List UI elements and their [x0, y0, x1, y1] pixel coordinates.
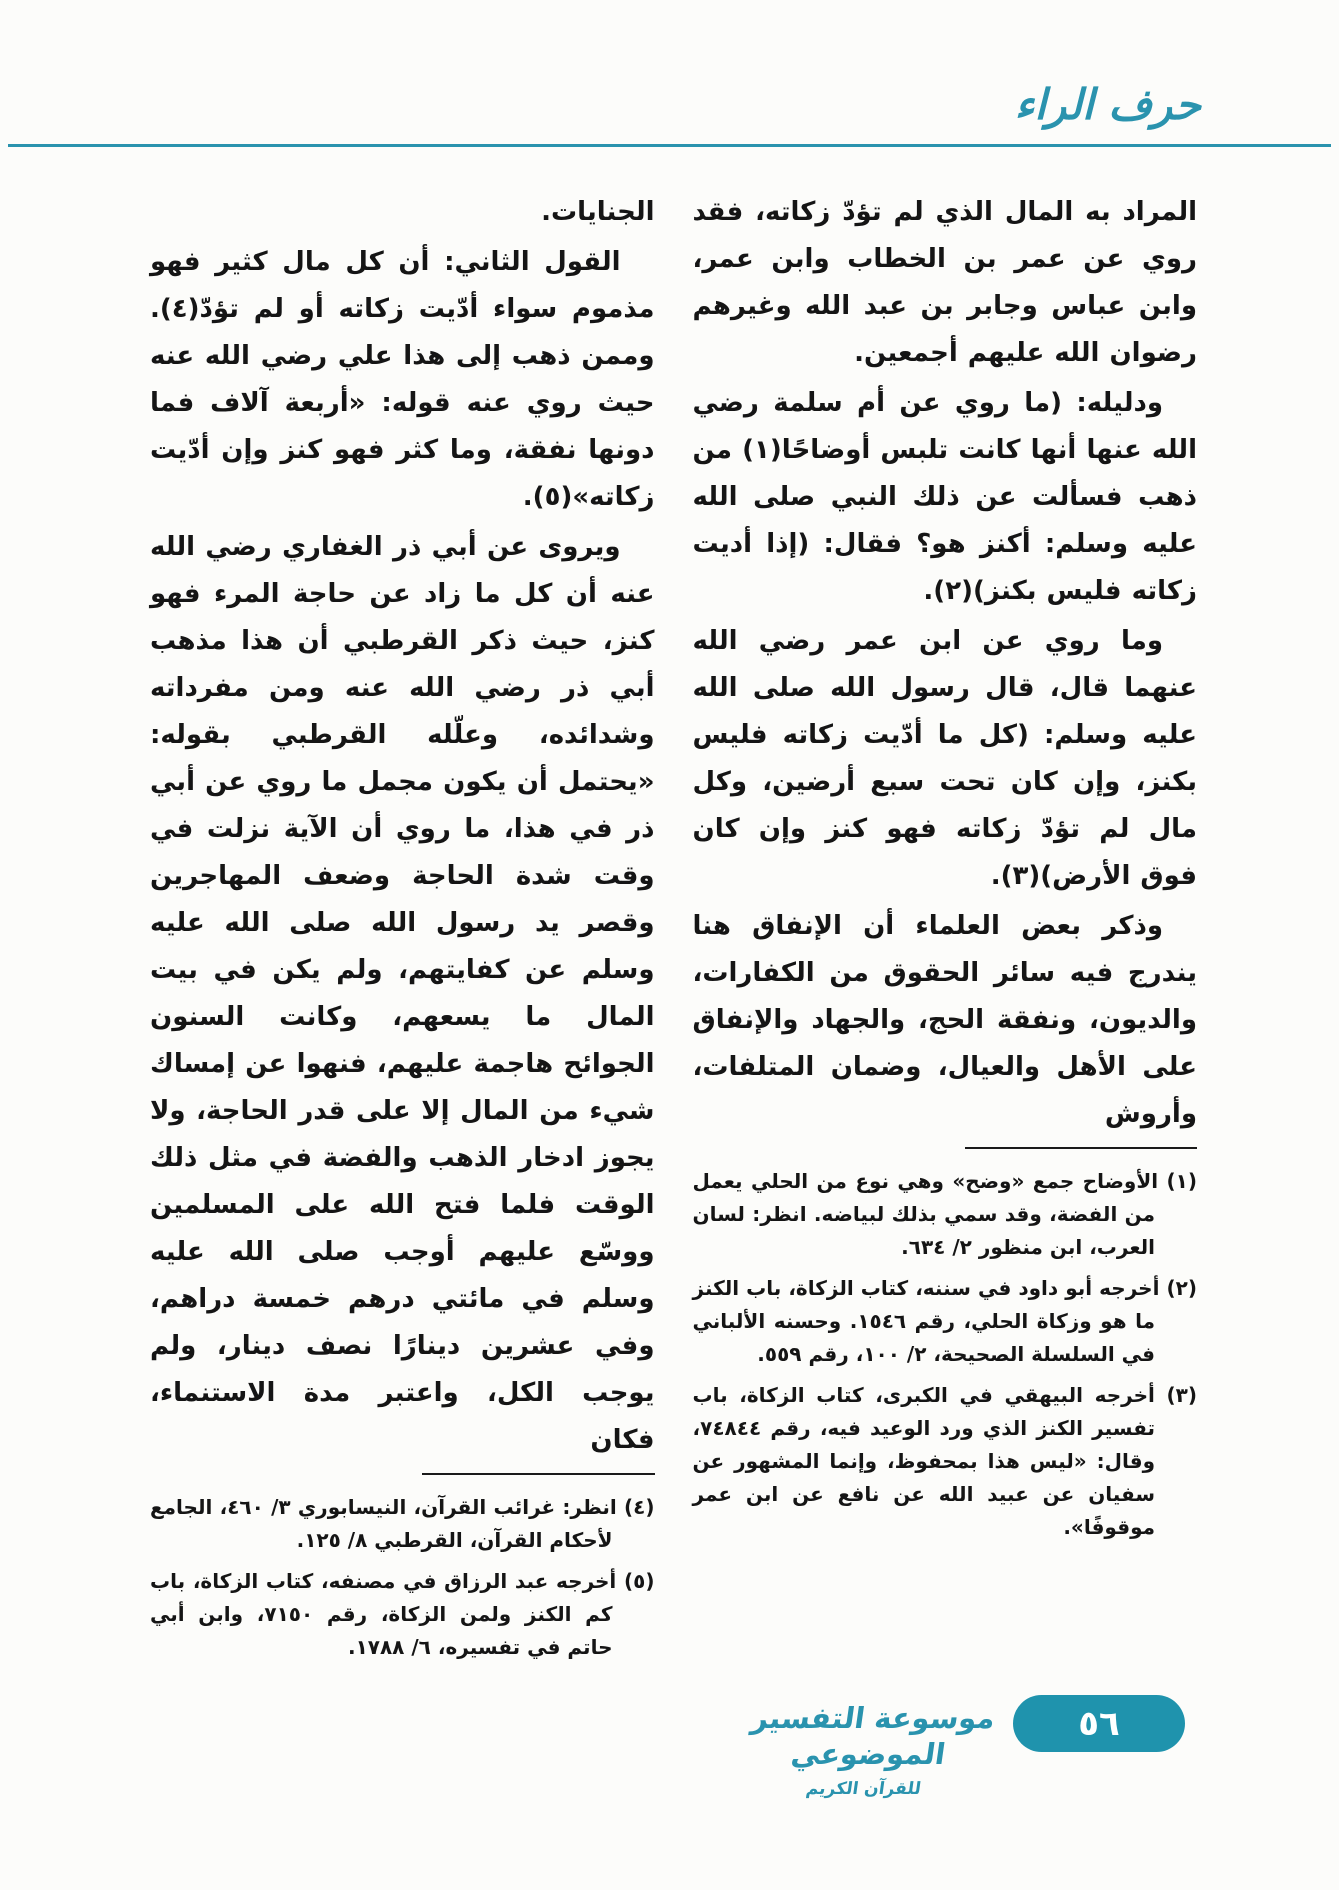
- footnote-divider: [965, 1147, 1197, 1149]
- paragraph: ودليله: (ما روي عن أم سلمة رضي الله عنها أنها كانت تلبس أوضاحًا(١) من ذهب فسألت عن ذلك النبي صلى الله عليه وسلم: أكنز هو؟ فقال: (إذا أديت زكاته فليس بكنز)(٢).: [692, 388, 1197, 606]
- right-column-footnotes: [693, 1141, 1198, 1552]
- paragraph: القول الثاني: أن كل مال كثير فهو مذموم سواء أدّيت زكاته أو لم تؤدّ(٤). وممن ذهب إلى هذا علي رضي الله عنه حيث روي عنه قوله: «أربعة آلاف فما دونها نفقة، وما كثر فهو كنز وإن أدّيت زكاته»(٥).: [150, 247, 655, 512]
- page-number-badge: [1013, 1695, 1185, 1752]
- paragraph: وما روي عن ابن عمر رضي الله عنهما قال، قال رسول الله صلى الله عليه وسلم: (كل ما أدّيت زكاته فليس بكنز، وإن كان تحت سبع أرضين، وكل مال لم تؤدّ زكاته فهو كنز وإن كان فوق الأرض)(٣).: [692, 626, 1197, 891]
- footnote: (١) الأوضاح جمع «وضح» وهي نوع من الحلي يعمل من الفضة، وقد سمي بذلك لبياضه. انظر: لسان العرب، ابن منظور ٢/ ٦٣٤.: [692, 1169, 1197, 1259]
- paragraph: المراد به المال الذي لم تؤدّ زكاته، فقد روي عن عمر بن الخطاب وابن عمر، وابن عباس وجابر بن عبد الله وغيرهم رضوان الله عليهم أجمعين.: [692, 197, 1197, 368]
- left-column-footnotes: [150, 1467, 655, 1672]
- page-header: [0, 0, 1339, 147]
- page-number: ٥٦: [1078, 1703, 1120, 1744]
- left-column: [150, 189, 655, 1659]
- footnote: (٥) أخرجه عبد الرزاق في مصنفه، كتاب الزكاة، باب كم الكنز ولمن الزكاة، رقم ٧١٥٠، وابن أبي حاتم في تفسيره، ٦/ ١٧٨٨.: [150, 1569, 655, 1659]
- footnote: (٤) انظر: غرائب القرآن، النيسابوري ٣/ ٤٦٠، الجامع لأحكام القرآن، القرطبي ٨/ ١٢٥.: [150, 1495, 655, 1552]
- publisher-logo: [732, 1700, 1006, 1799]
- right-column: [693, 189, 1198, 1547]
- footnote: (٢) أخرجه أبو داود في سننه، كتاب الزكاة، باب الكنز ما هو وزكاة الحلي، رقم ١٥٤٦. وحسنه الألباني في السلسلة الصحيحة، ٢/ ١٠٠، رقم ٥٥٩.: [692, 1276, 1197, 1366]
- chapter-heading: حرف الراء: [1014, 80, 1201, 129]
- paragraph: ويروى عن أبي ذر الغفاري رضي الله عنه أن كل ما زاد عن حاجة المرء فهو كنز، حيث ذكر القرطبي أن هذا مذهب أبي ذر رضي الله عنه ومن مفرداته وشدائده، وعلّله القرطبي بقوله: «يحتمل أن يكون مجمل ما روي عن أبي ذر في هذا، ما روي أن الآية نزلت في وقت شدة الحاجة وضعف المهاجرين وقصر يد رسول الله صلى الله عليه وسلم عن كفايتهم، ولم يكن في بيت المال ما يسعهم، وكانت السنون الجوائح هاجمة عليهم، فنهوا عن إمساك شيء من المال إلا على قدر الحاجة، ولا يجوز ادخار الذهب والفضة في مثل ذلك الوقت فلما فتح الله على المسلمين ووسّع عليهم أوجب صلى الله عليه وسلم في مائتي درهم خمسة دراهم، وفي عشرين دينارًا نصف دينار، ولم يوجب الكل، واعتبر مدة الاستنماء، فكان: [150, 532, 655, 1455]
- publisher-logo-subtitle: للقرآن الكريم: [804, 1778, 923, 1798]
- publisher-logo-title: موسوعة التفسير الموضوعي: [749, 1700, 998, 1771]
- footnote-divider: [422, 1473, 654, 1475]
- footnote: (٣) أخرجه البيهقي في الكبرى، كتاب الزكاة، باب تفسير الكنز الذي ورد الوعيد فيه، رقم ٧٤٨٤٤، وقال: «ليس هذا بمحفوظ، وإنما المشهور عن سفيان عن عبيد الله عن نافع عن ابن عمر موقوفًا».: [692, 1383, 1197, 1539]
- two-column-text: [0, 147, 1339, 1659]
- paragraph: الجنايات.: [541, 197, 655, 227]
- paragraph: وذكر بعض العلماء أن الإنفاق هنا يندرج فيه سائر الحقوق من الكفارات، والديون، ونفقة الحج، والجهاد والإنفاق على الأهل والعيال، وضمان المتلفات، وأروش: [692, 911, 1197, 1129]
